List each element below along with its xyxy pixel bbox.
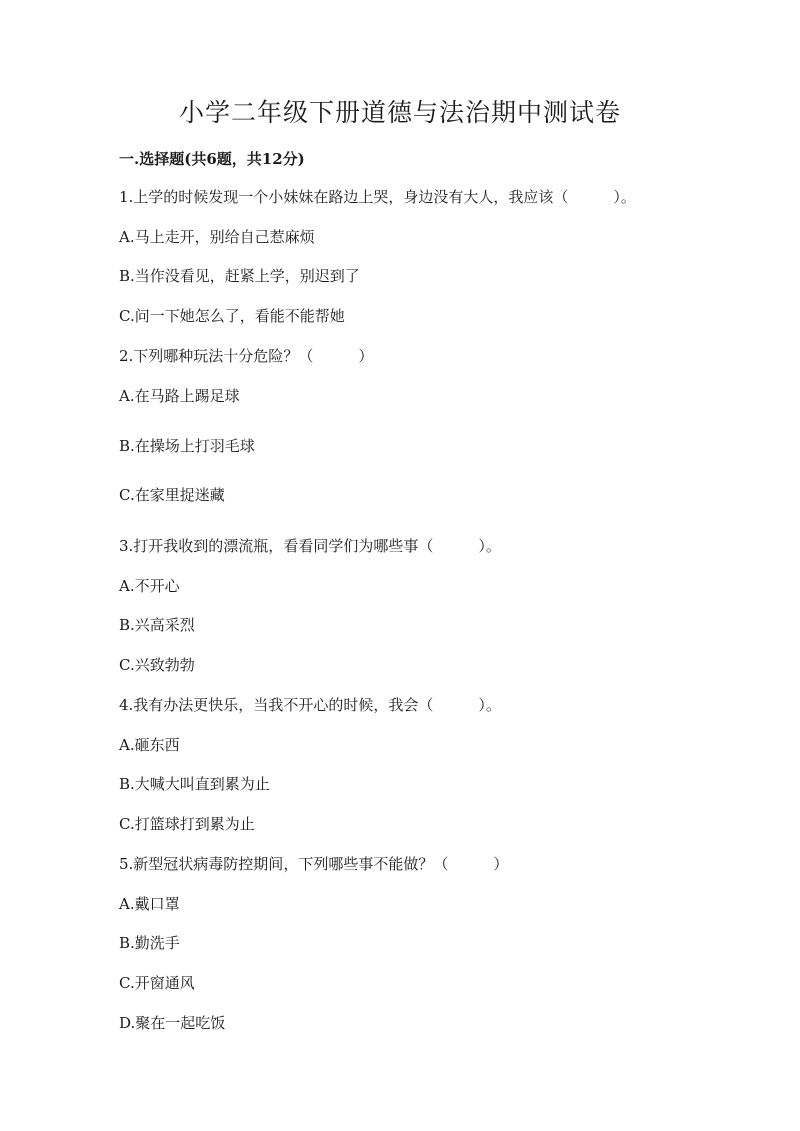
question-3-option-b: B.兴高采烈 — [119, 616, 195, 634]
question-2-option-a: A.在马路上踢足球 — [119, 387, 240, 405]
question-1-stem: 1.上学的时候发现一个小妹妹在路边上哭，身边没有大人，我应该（ ）。 — [119, 188, 636, 206]
question-3-stem: 3.打开我收到的漂流瓶，看看同学们为哪些事（ ）。 — [119, 537, 501, 555]
question-5-option-b: B.勤洗手 — [119, 934, 180, 952]
question-5-option-d: D.聚在一起吃饭 — [119, 1014, 226, 1032]
question-2-option-b: B.在操场上打羽毛球 — [119, 437, 255, 455]
question-4-option-a: A.砸东西 — [119, 736, 180, 754]
question-3-option-c: C.兴致勃勃 — [119, 656, 195, 674]
question-3-option-a: A.不开心 — [119, 577, 180, 595]
question-2-option-c: C.在家里捉迷藏 — [119, 486, 225, 504]
question-1-option-a: A.马上走开，别给自己惹麻烦 — [119, 228, 315, 246]
question-2-stem: 2.下列哪种玩法十分危险？（ ） — [119, 347, 374, 365]
question-4-stem: 4.我有办法更快乐，当我不开心的时候，我会（ ）。 — [119, 696, 501, 714]
question-5-stem: 5.新型冠状病毒防控期间，下列哪些事不能做？（ ） — [119, 855, 509, 873]
question-4-option-c: C.打篮球打到累为止 — [119, 815, 255, 833]
question-4-option-b: B.大喊大叫直到累为止 — [119, 775, 270, 793]
question-5-option-c: C.开窗通风 — [119, 974, 195, 992]
question-5-option-a: A.戴口罩 — [119, 895, 180, 913]
section-heading: 一.选择题(共6题，共12分) — [119, 150, 305, 168]
question-1-option-c: C.问一下她怎么了，看能不能帮她 — [119, 307, 345, 325]
question-1-option-b: B.当作没看见，赶紧上学，别迟到了 — [119, 267, 360, 285]
page-title: 小学二年级下册道德与法治期中测试卷 — [178, 98, 621, 127]
